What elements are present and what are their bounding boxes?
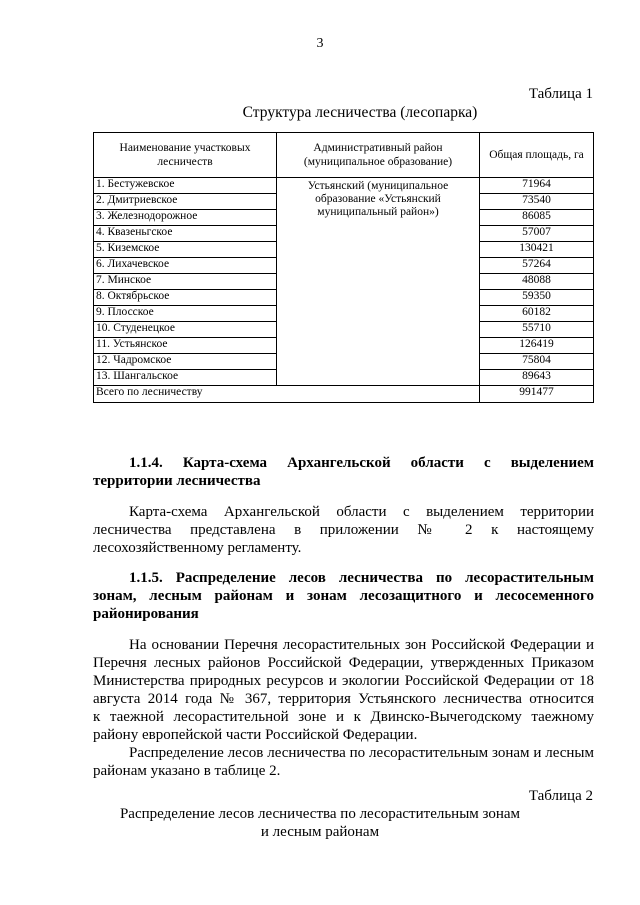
total-label: Всего по лесничеству [94,386,480,403]
section-115-paragraph-2: Распределение лесов лесничества по лесорастительным зонам и лесным районам указано в таблице 2. [93,745,594,779]
section-area: 60182 [480,306,594,322]
page-number: 3 [316,36,324,51]
table2-title-line2: и лесным районам [260,824,380,840]
header-section-names: Наименование участковых лесничеств [94,133,277,178]
section-115-paragraph-1: На основании Перечня лесорастительных зон Российской Федерации и Перечня лесных районов Российской Федерации, утвержденных Приказом Министерства природных ресурсов и экологии Российской Федерации от 18 августа 2014 года № 367, территория Устьянского лесничества относится к таежной лесорастительной зоне и к Двинско-Вычегодскому таежному району европейской части Российской Федерации. [93,637,594,743]
structure-table [93,132,594,403]
table1-title: Структура лесничества (лесопарка) [242,104,478,121]
section-name: 2. Дмитриевское [94,194,277,210]
section-area: 73540 [480,194,594,210]
table2-label: Таблица 2 [528,788,593,804]
total-value: 991477 [480,386,594,403]
section-name: 11. Устьянское [94,338,277,354]
section-area: 126419 [480,338,594,354]
section-area: 59350 [480,290,594,306]
section-name: 12. Чадромское [94,354,277,370]
section-name: 7. Минское [94,274,277,290]
section-area: 89643 [480,370,594,386]
section-area: 57007 [480,226,594,242]
section-name: 10. Студенецкое [94,322,277,338]
total-row [94,386,594,403]
section-name: 13. Шангальское [94,370,277,386]
section-114-text: Карта-схема Архангельской области с выделением территории лесничества представлена в приложении № 2 к настоящему лесохозяйственному регламенту. [93,504,594,556]
section-name: 8. Октябрьское [94,290,277,306]
section-area: 86085 [480,210,594,226]
header-admin-district: Административный район (муниципальное образование) [277,133,480,178]
table2-title-line1: Распределение лесов лесничества по лесорастительным зонам [119,806,521,822]
section-name: 5. Киземское [94,242,277,258]
section-name: 4. Квазеньгское [94,226,277,242]
table-row [94,178,594,194]
section-area: 55710 [480,322,594,338]
section-name: 3. Железнодорожное [94,210,277,226]
admin-district-cell: Устьянский (муниципальное образование «Устьянский муниципальный район») [277,178,480,386]
section-area: 71964 [480,178,594,194]
section-name: 1. Бестужевское [94,178,277,194]
section-114-heading: 1.1.4. Карта-схема Архангельской области с выделением территории лесничества [93,455,594,489]
section-name: 9. Плосское [94,306,277,322]
section-area: 130421 [480,242,594,258]
section-name: 6. Лихачевское [94,258,277,274]
section-115-heading: 1.1.5. Распределение лесов лесничества по лесорастительным зонам, лесным районам и зонам лесозащитного и лесосеменного районирования [93,570,594,622]
table1-label: Таблица 1 [528,86,593,102]
section-area: 57264 [480,258,594,274]
header-total-area: Общая площадь, га [480,133,594,178]
section-area: 48088 [480,274,594,290]
section-area: 75804 [480,354,594,370]
